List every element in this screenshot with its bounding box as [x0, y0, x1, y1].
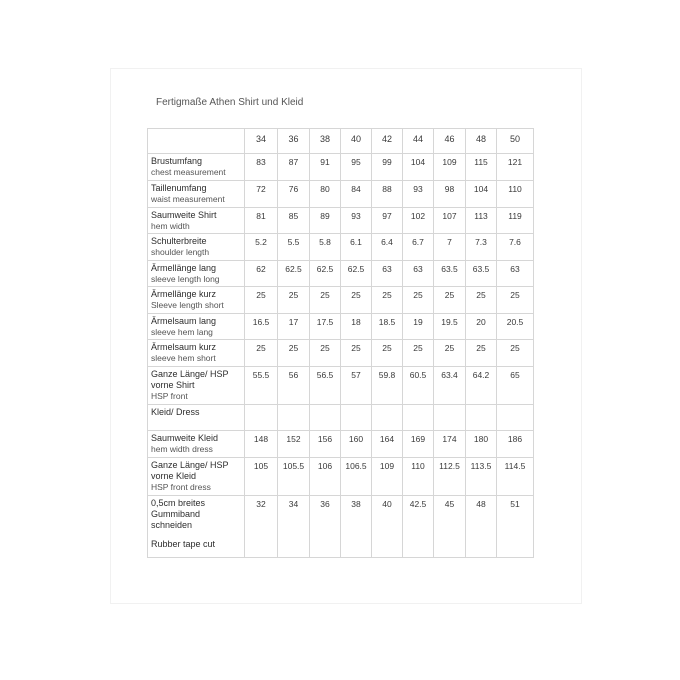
value-cell: [466, 405, 497, 431]
value-cell: 104: [466, 181, 497, 208]
row-label-de: Brustumfang: [151, 156, 203, 166]
value-cell: 5.8: [310, 234, 341, 261]
row-label-de: 0,5cm breites Gummiband schneiden: [151, 498, 206, 530]
value-cell: 51: [497, 496, 534, 558]
value-cell: 6.1: [341, 234, 372, 261]
value-cell: 19.5: [434, 314, 466, 340]
value-cell: 62.5: [278, 261, 310, 287]
value-cell: [245, 405, 278, 431]
value-cell: 25: [278, 287, 310, 314]
value-cell: 5.5: [278, 234, 310, 261]
value-cell: [310, 405, 341, 431]
value-cell: 25: [278, 340, 310, 367]
value-cell: 105.5: [278, 458, 310, 496]
size-header: 38: [310, 129, 341, 154]
value-cell: 98: [434, 181, 466, 208]
value-cell: 63.5: [434, 261, 466, 287]
value-cell: [341, 405, 372, 431]
table-row: [148, 367, 534, 405]
value-cell: 93: [403, 181, 434, 208]
value-cell: 57: [341, 367, 372, 405]
value-cell: 25: [310, 340, 341, 367]
row-label-en: Rubber tape cut: [151, 539, 216, 549]
value-cell: 186: [497, 431, 534, 458]
header-corner-cell: [148, 129, 245, 154]
value-cell: 17: [278, 314, 310, 340]
value-cell: 34: [278, 496, 310, 558]
row-label-en: HSP front: [151, 391, 188, 401]
value-cell: 104: [403, 154, 434, 181]
value-cell: 25: [310, 287, 341, 314]
size-header: 48: [466, 129, 497, 154]
value-cell: 7.3: [466, 234, 497, 261]
value-cell: 25: [245, 340, 278, 367]
value-cell: 105: [245, 458, 278, 496]
row-label-cell: [148, 287, 245, 314]
value-cell: 95: [341, 154, 372, 181]
value-cell: 18.5: [372, 314, 403, 340]
section-label-cell: [148, 405, 245, 431]
table-row: [148, 234, 534, 261]
value-cell: 81: [245, 208, 278, 234]
value-cell: 63.4: [434, 367, 466, 405]
value-cell: 114.5: [497, 458, 534, 496]
value-cell: 110: [497, 181, 534, 208]
size-header: 42: [372, 129, 403, 154]
row-label-cell: [148, 154, 245, 181]
table-row: [148, 261, 534, 287]
value-cell: 64.2: [466, 367, 497, 405]
value-cell: 87: [278, 154, 310, 181]
row-label-cell: [148, 234, 245, 261]
size-header: 34: [245, 129, 278, 154]
value-cell: [278, 405, 310, 431]
size-header: 36: [278, 129, 310, 154]
value-cell: 25: [434, 340, 466, 367]
value-cell: 42.5: [403, 496, 434, 558]
size-header: 44: [403, 129, 434, 154]
table-row: [148, 431, 534, 458]
value-cell: 63: [372, 261, 403, 287]
row-label-cell: [148, 340, 245, 367]
value-cell: 16.5: [245, 314, 278, 340]
value-cell: 99: [372, 154, 403, 181]
value-cell: 25: [403, 287, 434, 314]
value-cell: 63: [403, 261, 434, 287]
value-cell: 119: [497, 208, 534, 234]
row-label-cell: [148, 314, 245, 340]
row-label-de: Saumweite Kleid: [151, 433, 219, 443]
value-cell: [497, 405, 534, 431]
value-cell: 32: [245, 496, 278, 558]
value-cell: 106.5: [341, 458, 372, 496]
value-cell: 25: [497, 340, 534, 367]
value-cell: 106: [310, 458, 341, 496]
value-cell: 62.5: [341, 261, 372, 287]
value-cell: 55.5: [245, 367, 278, 405]
value-cell: 160: [341, 431, 372, 458]
table-row: [148, 496, 534, 558]
row-label-de: Ganze Länge/ HSP vorne Shirt: [151, 369, 229, 390]
value-cell: 6.7: [403, 234, 434, 261]
row-label-en: hem width dress: [151, 444, 213, 454]
row-label-en: shoulder length: [151, 247, 210, 257]
value-cell: 88: [372, 181, 403, 208]
size-header-row: [148, 129, 534, 154]
table-row: [148, 287, 534, 314]
row-label-de: Ärmelsaum lang: [151, 316, 217, 326]
value-cell: 63: [497, 261, 534, 287]
value-cell: 19: [403, 314, 434, 340]
value-cell: 65: [497, 367, 534, 405]
value-cell: 25: [372, 287, 403, 314]
table-row: [148, 314, 534, 340]
value-cell: 36: [310, 496, 341, 558]
value-cell: 25: [497, 287, 534, 314]
value-cell: [372, 405, 403, 431]
value-cell: 62.5: [310, 261, 341, 287]
value-cell: 20.5: [497, 314, 534, 340]
row-label-cell: [148, 367, 245, 405]
value-cell: 109: [434, 154, 466, 181]
value-cell: 148: [245, 431, 278, 458]
value-cell: 121: [497, 154, 534, 181]
value-cell: 25: [372, 340, 403, 367]
value-cell: 109: [372, 458, 403, 496]
value-cell: 45: [434, 496, 466, 558]
value-cell: 115: [466, 154, 497, 181]
value-cell: 25: [245, 287, 278, 314]
row-label-de: Taillenumfang: [151, 183, 207, 193]
value-cell: 84: [341, 181, 372, 208]
row-label-en: hem width: [151, 221, 190, 231]
value-cell: 62: [245, 261, 278, 287]
value-cell: 85: [278, 208, 310, 234]
value-cell: 5.2: [245, 234, 278, 261]
value-cell: 93: [341, 208, 372, 234]
value-cell: 83: [245, 154, 278, 181]
row-label-cell: [148, 496, 245, 558]
row-label-en: HSP front dress: [151, 482, 211, 492]
value-cell: 110: [403, 458, 434, 496]
value-cell: 25: [341, 287, 372, 314]
table-row: [148, 154, 534, 181]
value-cell: 7: [434, 234, 466, 261]
value-cell: 56.5: [310, 367, 341, 405]
row-label-de: Ganze Länge/ HSP vorne Kleid: [151, 460, 229, 481]
value-cell: [434, 405, 466, 431]
size-chart-table: [147, 128, 534, 558]
row-label-en: Sleeve length short: [151, 300, 224, 310]
row-label-de: Ärmellänge lang: [151, 263, 217, 273]
value-cell: 25: [341, 340, 372, 367]
row-label-cell: [148, 431, 245, 458]
value-cell: 60.5: [403, 367, 434, 405]
value-cell: 113: [466, 208, 497, 234]
value-cell: 72: [245, 181, 278, 208]
value-cell: 48: [466, 496, 497, 558]
value-cell: 59.8: [372, 367, 403, 405]
row-label-cell: [148, 181, 245, 208]
value-cell: 25: [466, 287, 497, 314]
value-cell: 25: [466, 340, 497, 367]
value-cell: 113.5: [466, 458, 497, 496]
value-cell: 40: [372, 496, 403, 558]
row-label-en: chest measurement: [151, 167, 226, 177]
value-cell: 20: [466, 314, 497, 340]
value-cell: 25: [403, 340, 434, 367]
table-row: [148, 181, 534, 208]
value-cell: 164: [372, 431, 403, 458]
value-cell: 169: [403, 431, 434, 458]
row-label-cell: [148, 208, 245, 234]
value-cell: 180: [466, 431, 497, 458]
value-cell: [403, 405, 434, 431]
row-label-de: Ärmellänge kurz: [151, 289, 217, 299]
row-label-en: waist measurement: [151, 194, 225, 204]
size-header: 50: [497, 129, 534, 154]
value-cell: 91: [310, 154, 341, 181]
value-cell: 97: [372, 208, 403, 234]
size-header: 46: [434, 129, 466, 154]
value-cell: 156: [310, 431, 341, 458]
value-cell: 89: [310, 208, 341, 234]
section-label: Kleid/ Dress: [151, 407, 200, 417]
table-row: [148, 340, 534, 367]
value-cell: 107: [434, 208, 466, 234]
value-cell: 76: [278, 181, 310, 208]
row-label-en: sleeve hem lang: [151, 327, 213, 337]
row-label-en: sleeve length long: [151, 274, 220, 284]
row-label-cell: [148, 458, 245, 496]
size-header: 40: [341, 129, 372, 154]
section-header-row: [148, 405, 534, 431]
table-row: [148, 458, 534, 496]
value-cell: 17.5: [310, 314, 341, 340]
table-row: [148, 208, 534, 234]
value-cell: 80: [310, 181, 341, 208]
row-label-de: Ärmelsaum kurz: [151, 342, 217, 352]
value-cell: 174: [434, 431, 466, 458]
value-cell: 7.6: [497, 234, 534, 261]
value-cell: 112.5: [434, 458, 466, 496]
row-label-en: sleeve hem short: [151, 353, 216, 363]
value-cell: 25: [434, 287, 466, 314]
value-cell: 102: [403, 208, 434, 234]
document-title: Fertigmaße Athen Shirt und Kleid: [156, 97, 304, 108]
value-cell: 38: [341, 496, 372, 558]
value-cell: 152: [278, 431, 310, 458]
value-cell: 63.5: [466, 261, 497, 287]
row-label-cell: [148, 261, 245, 287]
value-cell: 18: [341, 314, 372, 340]
value-cell: 6.4: [372, 234, 403, 261]
row-label-de: Schulterbreite: [151, 236, 207, 246]
value-cell: 56: [278, 367, 310, 405]
row-label-de: Saumweite Shirt: [151, 210, 217, 220]
